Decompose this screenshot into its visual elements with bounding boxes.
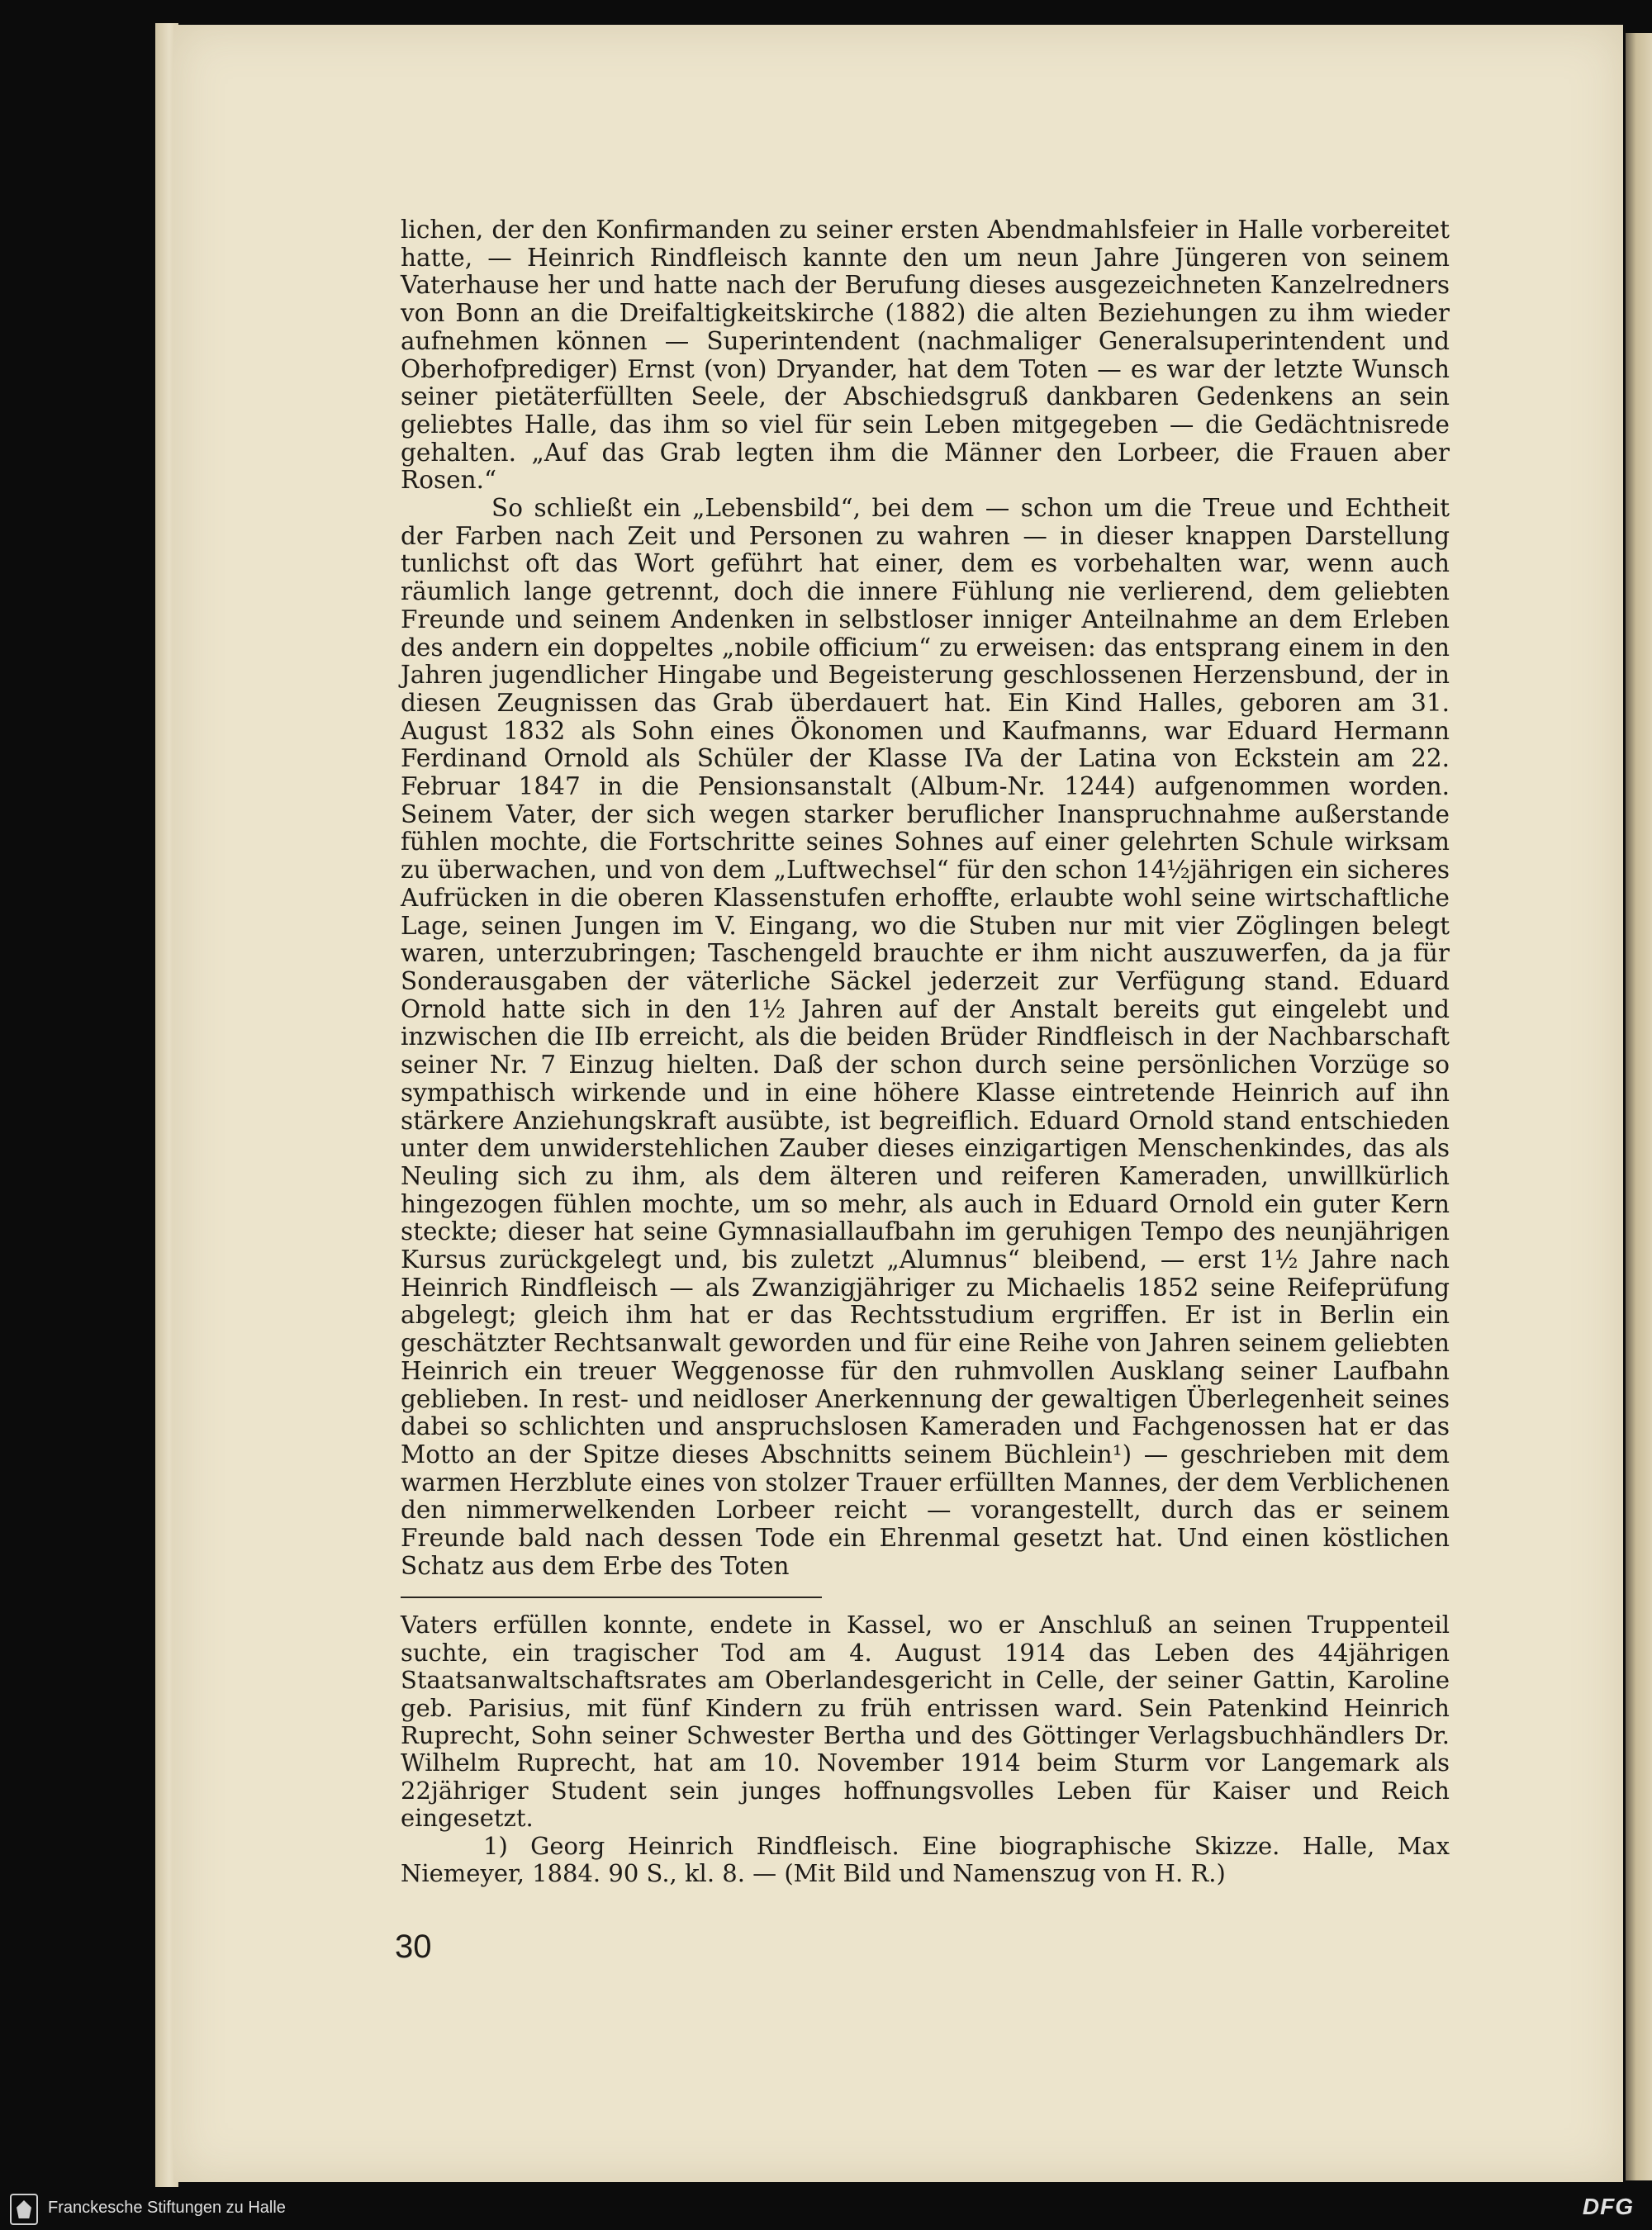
footnote-divider [401,1597,822,1598]
source-credit: Franckesche Stiftungen zu Halle [48,2199,286,2217]
footnote-1: 1) Georg Heinrich Rindfleisch. Eine biographische Skizze. Halle, Max Niemeyer, 1884. 90 S., kl. 8. — (Mit Bild und Namenszug von H. R.) [401,1831,1450,1888]
dfg-logo: DFG [1582,2194,1634,2219]
main-text-block [401,216,1450,1888]
francke-foundation-logo-icon [10,2194,38,2225]
next-page-edge [1626,33,1652,2180]
footnote-continuation: Vaters erfüllen konnte, endete in Kassel, wo er Anschluß an seinen Truppenteil suchte, ein tragischer Tod am 4. August 1914 das Leben des 44jährigen Staatsanwaltschaftsrates am Oberlandesgericht in Celle, der seiner Gattin, Karoline geb. Parisius, mit fünf Kindern zu früh entrissen ward. Sein Patenkind Heinrich Ruprecht, Sohn seiner Schwester Bertha und des Göttinger Verlagsbuchhändlers Dr. Wilhelm Ruprecht, hat am 10. November 1914 beim Sturm vor Langemark als 22jähriger Student sein junges hoffnungsvolles Leben für Kaiser und Reich eingesetzt. [401,1611,1450,1833]
paragraph-1: lichen, der den Konfirmanden zu seiner ersten Abendmahlsfeier in Halle vorbereitet hatte, — Heinrich Rindfleisch kannte den um neun Jahre Jüngeren von seinem Vaterhause her und hatte nach der Berufung dieses ausgezeichneten Kanzelredners von Bonn an die Dreifaltigkeitskirche (1882) die alten Beziehungen zu ihm wieder aufnehmen können — Superintendent (nachmaliger Generalsuperintendent und Oberhofprediger) Ernst (von) Dryander, hat dem Toten — es war der letzte Wunsch seiner pietäterfüllten Seele, der Abschiedsgruß dankbaren Gedenkens an sein geliebtes Halle, das ihm so viel für sein Leben mitgegeben — die Gedächtnisrede gehalten. „Auf das Grab legten ihm die Männer den Lorbeer, die Frauen aber Rosen.“ [401,216,1450,495]
page-number: 30 [395,1929,432,1965]
paragraph-2: So schließt ein „Lebensbild“, bei dem — schon um die Treue und Echtheit der Farben nach Zeit und Personen zu wahren — in dieser knappen Darstellung tunlichst oft das Wort geführt hat einer, dem es vorbehalten war, wenn auch räumlich lange getrennt, doch die innere Fühlung nie verlierend, dem geliebten Freunde und seinem Andenken in selbstloser inniger Anteilnahme an dem Erleben des andern ein doppeltes „nobile officium“ zu erweisen: das entsprang einem in den Jahren jugendlicher Hingabe und Begeisterung geschlossenen Herzensbund, der in diesen Zeugnissen das Grab überdauert hat. Ein Kind Halles, geboren am 31. August 1832 als Sohn eines Ökonomen und Kaufmanns, war Eduard Hermann Ferdinand Ornold als Schüler der Klasse IVa der Latina von Eckstein am 22. Februar 1847 in die Pensionsanstalt (Album-Nr. 1244) aufgenommen worden. Seinem Vater, der sich wegen starker beruflicher Inanspruchnahme außerstande fühlen mochte, die Fortschritte seines Sohnes auf einer gelehrten Schule wirksam zu überwachen, und von dem „Luftwechsel“ für den schon 14½jährigen ein sicheres Aufrücken in die oberen Klassenstufen erhoffte, erlaubte wohl seine wirtschaftliche Lage, seinen Jungen im V. Eingang, wo die Stuben nur mit vier Zöglingen belegt waren, unterzubringen; Taschengeld brauchte er ihm nicht auszuwerfen, da ja für Sonderausgaben der väterliche Säckel jederzeit zur Verfügung stand. Eduard Ornold hatte sich in den 1½ Jahren auf der Anstalt bereits gut eingelebt und inzwischen die IIb erreicht, als die beiden Brüder Rindfleisch in der Nachbarschaft seiner Nr. 7 Einzug hielten. Daß der schon durch seine persönlichen Vorzüge so sympathisch wirkende und in eine höhere Klasse eintretende Heinrich auf ihn stärkere Anziehungskraft ausübte, ist begreiflich. Eduard Ornold stand entschieden unter dem unwiderstehlichen Zauber dieses einzigartigen Menschenkindes, das als Neuling sich zu ihm, als dem älteren und reiferen Kameraden, unwillkürlich hingezogen fühlen mochte, um so mehr, als auch in Eduard Ornold ein guter Kern steckte; dieser hat seine Gymnasiallaufbahn im geruhigen Tempo des neunjährigen Kursus zurückgelegt und, bis zuletzt „Alumnus“ bleibend, — erst 1½ Jahre nach Heinrich Rindfleisch — als Zwanzigjähriger zu Michaelis 1852 seine Reifeprüfung abgelegt; gleich ihm hat er das Rechtsstudium ergriffen. Er ist in Berlin ein geschätzter Rechtsanwalt geworden und für eine Reihe von Jahren seinem geliebten Heinrich ein treuer Weggenosse für den ruhmvollen Ausklang seiner Laufbahn geblieben. In rest- und neidloser Anerkennung der gewaltigen Überlegenheit seines dabei so schlichten und anspruchslosen Kameraden und Fachgenossen hat er das Motto an der Spitze dieses Abschnitts seinem Büchlein¹) — geschrieben mit dem warmen Herzblute eines von stolzer Trauer erfüllten Mannes, der dem Verblichenen den nimmerwelkenden Lorbeer reicht — vorangestellt, durch das er seinem Freunde bald nach dessen Tode ein Ehrenmal gesetzt hat. Und einen köstlichen Schatz aus dem Erbe des Toten [401,494,1450,1580]
